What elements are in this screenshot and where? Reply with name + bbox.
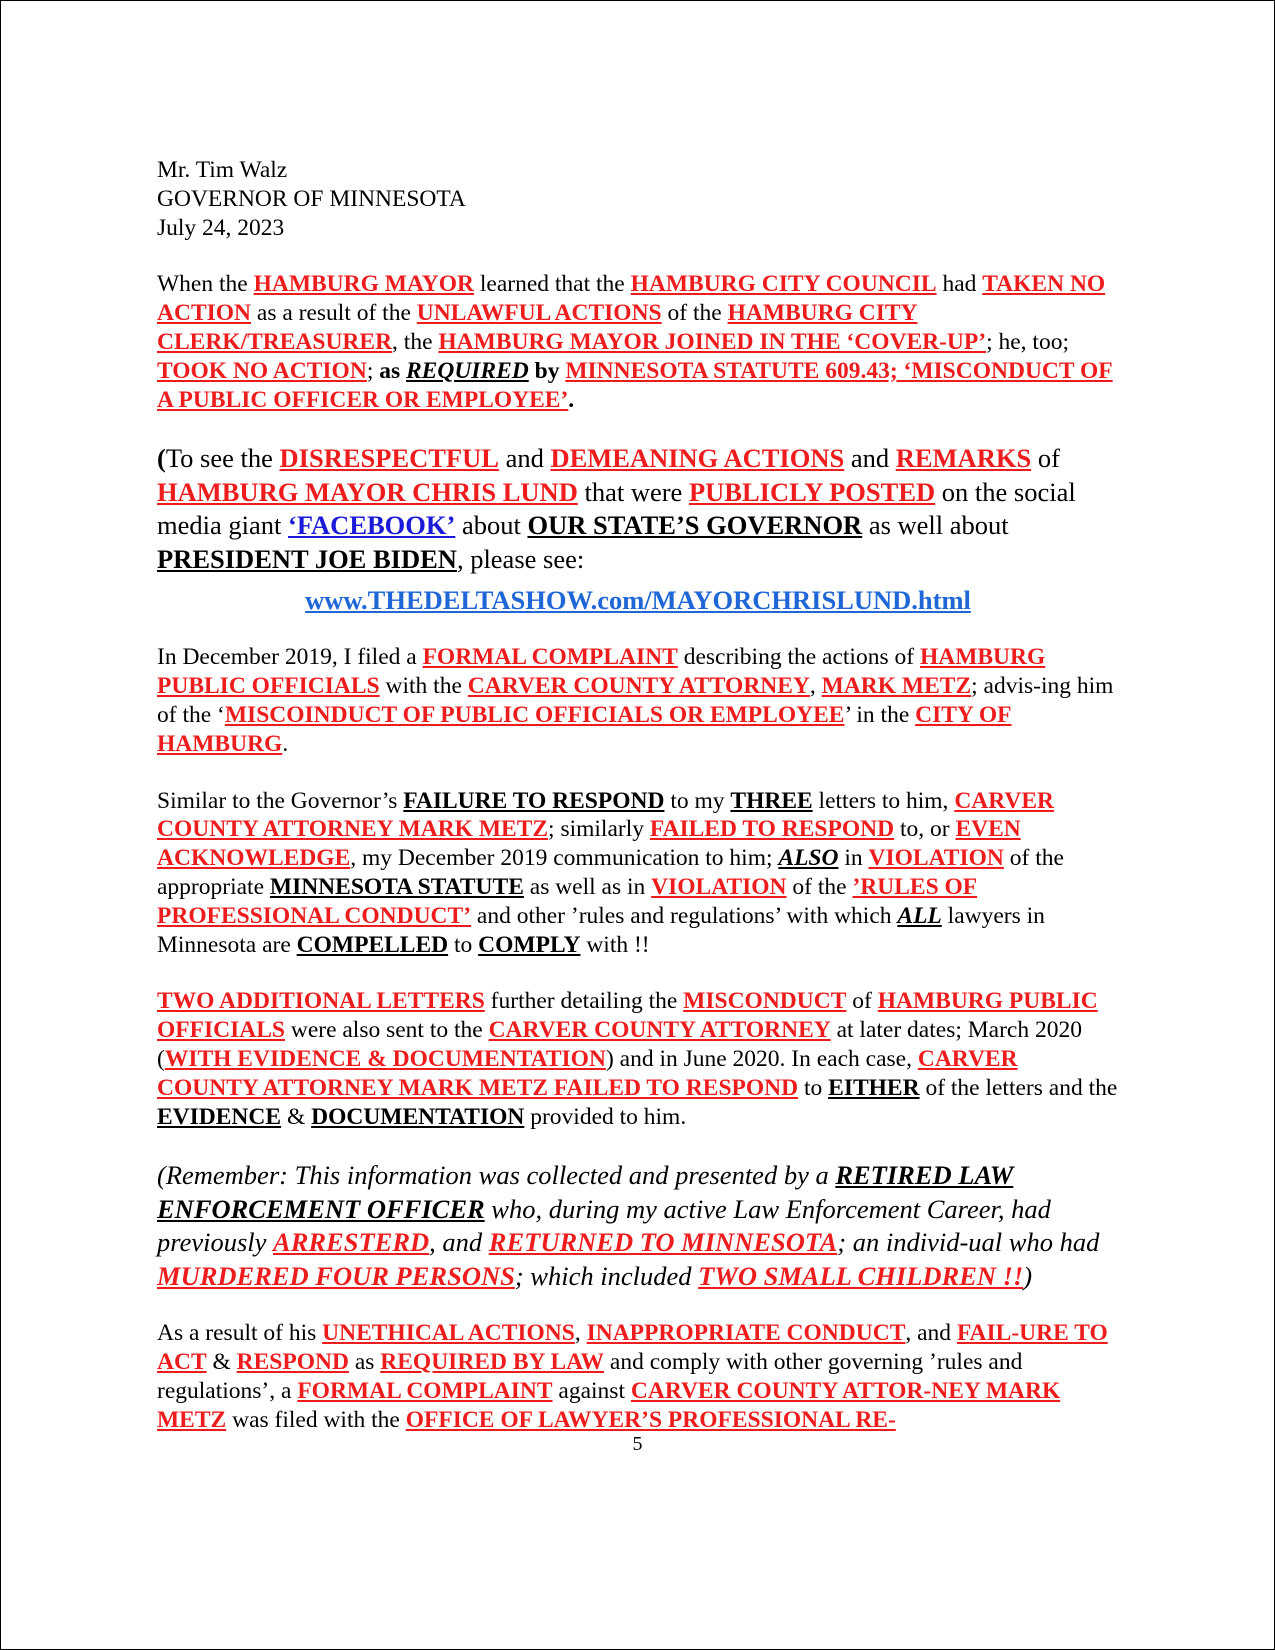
paragraph-failure-to-respond <box>157 787 1119 960</box>
highlight: OFFICE OF LAWYER’S PROFESSIONAL RE- <box>405 1406 896 1433</box>
bold-text: as <box>379 357 406 384</box>
highlight: TOOK NO ACTION <box>157 357 367 384</box>
highlight: HAMBURG MAYOR <box>253 271 474 298</box>
text: as well about <box>862 510 1009 541</box>
text: , and <box>429 1227 489 1258</box>
text: To see the <box>165 443 280 474</box>
text: of the appropriate <box>157 845 1064 900</box>
highlight: TWO ADDITIONAL LETTERS <box>157 988 485 1015</box>
paragraph-complaint-against-metz <box>157 1319 1119 1434</box>
emphasis: COMPLY <box>478 931 581 958</box>
text: to, or <box>894 816 956 843</box>
highlight: MINNESOTA STATUTE 609.43; ‘MISCONDUCT OF A PUBLIC OFFICER OR EMPLOYEE’ <box>157 357 1113 413</box>
recipient-title: GOVERNOR OF MINNESOTA <box>157 185 466 212</box>
text: , please see: <box>456 543 585 574</box>
emphasis: FAILURE TO RESPOND <box>403 787 665 814</box>
text: , <box>809 673 822 700</box>
text: ’ in the <box>844 701 916 728</box>
highlight: MARK METZ <box>821 673 972 700</box>
text: letters to him, <box>812 787 955 814</box>
highlight: MURDERED FOUR PERSONS <box>157 1260 515 1291</box>
text: at later dates; March 2020 ( <box>157 1017 1082 1072</box>
text: who, during my active Law Enforcement Career, had previously <box>157 1193 1051 1258</box>
text: , <box>574 1320 587 1347</box>
text: learned that the <box>474 271 631 298</box>
highlight: RETURNED TO MINNESOTA <box>488 1227 838 1258</box>
highlight: TAKEN NO ACTION <box>157 271 1106 327</box>
text: had <box>936 271 983 298</box>
text: describing the actions of <box>677 644 920 671</box>
highlight: DISRESPECTFUL <box>279 443 499 474</box>
letter-header <box>157 156 1119 242</box>
letter-body <box>157 156 1119 1463</box>
bold-text: ( <box>157 443 166 474</box>
text: ; he, too; <box>986 328 1069 355</box>
highlight: INAPPROPRIATE CONDUCT <box>586 1320 906 1347</box>
highlight: FORMAL COMPLAINT <box>422 644 678 671</box>
highlight: HAMBURG CITY CLERK/TREASURER <box>157 300 918 355</box>
facebook-highlight: ‘FACEBOOK’ <box>288 510 456 541</box>
highlight: ’RULES OF PROFESSIONAL CONDUCT’ <box>157 873 978 929</box>
highlight: REQUIRED BY LAW <box>380 1349 605 1376</box>
highlight: WITH EVIDENCE & DOCUMENTATION <box>164 1045 606 1072</box>
highlight: HAMBURG MAYOR CHRIS LUND <box>157 476 578 507</box>
text: (Remember: This information was collected and presented by a <box>157 1160 836 1191</box>
highlight: HAMBURG MAYOR JOINED IN THE ‘COVER-UP’ <box>438 328 987 355</box>
text: further detailing the <box>484 988 684 1015</box>
bold-text: by <box>528 357 566 384</box>
text: of the <box>661 300 728 327</box>
text: and comply with other governing ’rules and regulations’, a <box>157 1349 1023 1404</box>
highlight: RESPOND <box>236 1349 349 1376</box>
text: to my <box>664 787 731 814</box>
emphasis: OUR STATE’S GOVERNOR <box>527 510 863 541</box>
text: , my December 2019 communication to him; <box>350 845 779 872</box>
highlight: CARVER COUNTY ATTORNEY <box>488 1017 831 1044</box>
paragraph-facebook-remarks <box>157 442 1119 576</box>
highlight: TWO SMALL CHILDREN !! <box>698 1260 1024 1291</box>
highlight: UNLAWFUL ACTIONS <box>416 300 662 327</box>
text: Similar to the Governor’s <box>157 787 404 814</box>
highlight: FAIL-URE TO ACT <box>157 1320 1108 1376</box>
text: against <box>552 1377 631 1404</box>
paragraph-remember-note <box>157 1159 1119 1293</box>
text: in <box>838 845 869 872</box>
highlight: UNETHICAL ACTIONS <box>322 1320 575 1347</box>
highlight: PUBLICLY POSTED <box>688 476 936 507</box>
text: provided to him. <box>524 1103 687 1130</box>
page-number: 5 <box>632 1433 643 1455</box>
emphasis: EITHER <box>828 1074 920 1101</box>
text: of <box>846 988 878 1015</box>
highlight: HAMBURG CITY COUNCIL <box>630 271 937 298</box>
recipient-name: Mr. Tim Walz <box>157 157 288 183</box>
paragraph-formal-complaint <box>157 643 1119 758</box>
text: was filed with the <box>226 1406 406 1433</box>
emphasis: ALL <box>897 902 942 929</box>
text: of the <box>786 873 853 900</box>
highlight: CITY OF HAMBURG <box>157 701 1012 757</box>
highlight: MISCOINDUCT OF PUBLIC OFFICIALS OR EMPLOYEE <box>224 701 845 728</box>
text: as well as in <box>523 873 652 900</box>
url-line <box>157 584 1119 617</box>
highlight: CARVER COUNTY ATTORNEY MARK METZ <box>157 787 1055 843</box>
highlight: EVEN ACKNOWLEDGE <box>157 816 1021 872</box>
text: about <box>455 510 528 541</box>
text: to <box>798 1074 829 1101</box>
text: to <box>448 931 479 958</box>
text: When the <box>157 271 254 298</box>
text: ; which included <box>514 1260 699 1291</box>
emphasis: DOCUMENTATION <box>311 1103 525 1130</box>
highlight: VIOLATION <box>868 845 1004 872</box>
emphasis: COMPELLED <box>296 931 449 958</box>
text: and <box>498 443 551 474</box>
emphasis: EVIDENCE <box>157 1103 282 1130</box>
mayor-chris-lund-link[interactable]: www.THEDELTASHOW.com/MAYORCHRISLUND.html <box>305 585 971 616</box>
text: lawyers in Minnesota are <box>157 902 1045 958</box>
emphasis: RETIRED LAW ENFORCEMENT OFFICER <box>157 1160 1014 1224</box>
text: on the social media giant <box>157 476 1076 541</box>
highlight: ARRESTERD <box>273 1227 430 1258</box>
highlight: HAMBURG PUBLIC OFFICIALS <box>157 988 1098 1044</box>
emphasis: MINNESOTA STATUTE <box>269 873 524 900</box>
text: were also sent to the <box>284 1017 489 1044</box>
highlight: DEMEANING ACTIONS <box>550 443 845 474</box>
letter-date: July 24, 2023 <box>157 214 285 241</box>
text: & <box>206 1349 237 1376</box>
text: with !! <box>580 931 650 958</box>
text: ; <box>366 357 380 384</box>
text: . <box>282 730 289 757</box>
text: with the <box>379 673 468 700</box>
text: , the <box>392 328 439 355</box>
highlight: REMARKS <box>895 443 1032 474</box>
emphasis: ALSO <box>778 845 839 872</box>
highlight: MISCONDUCT <box>683 988 847 1015</box>
text: ) <box>1023 1260 1033 1291</box>
text: & <box>281 1103 312 1130</box>
text: of <box>1031 443 1060 474</box>
paragraph-mayor-cover-up <box>157 270 1119 414</box>
bold-text: . <box>568 386 575 413</box>
text: ; an individ-ual who had <box>837 1227 1100 1258</box>
highlight: VIOLATION <box>651 873 787 900</box>
highlight: CARVER COUNTY ATTORNEY <box>467 673 810 700</box>
text: In December 2019, I filed a <box>157 644 423 671</box>
highlight: CARVER COUNTY ATTOR-NEY MARK METZ <box>157 1377 1061 1433</box>
highlight: CARVER COUNTY ATTORNEY MARK METZ FAILED TO RESPOND <box>157 1045 1018 1101</box>
highlight: FORMAL COMPLAINT <box>297 1377 553 1404</box>
text: of the letters and the <box>919 1074 1118 1101</box>
text: ) and in June 2020. In each case, <box>605 1045 918 1072</box>
emphasis: THREE <box>730 787 813 814</box>
text: ; similarly <box>548 816 650 843</box>
emphasis: PRESIDENT JOE BIDEN <box>157 543 457 574</box>
highlight: FAILED TO RESPOND <box>649 816 895 843</box>
text: , and <box>905 1320 957 1347</box>
text: that were <box>577 476 689 507</box>
highlight: HAMBURG PUBLIC OFFICIALS <box>157 644 1046 700</box>
text: ; advis-ing him of the ‘ <box>157 673 1114 728</box>
text: and other ’rules and regulations’ with which <box>471 902 898 929</box>
text: As a result of his <box>157 1320 323 1347</box>
text: and <box>844 443 896 474</box>
emphasis: REQUIRED <box>406 357 529 384</box>
text: as <box>348 1349 381 1376</box>
text: as a result of the <box>251 300 417 327</box>
paragraph-additional-letters <box>157 987 1119 1131</box>
